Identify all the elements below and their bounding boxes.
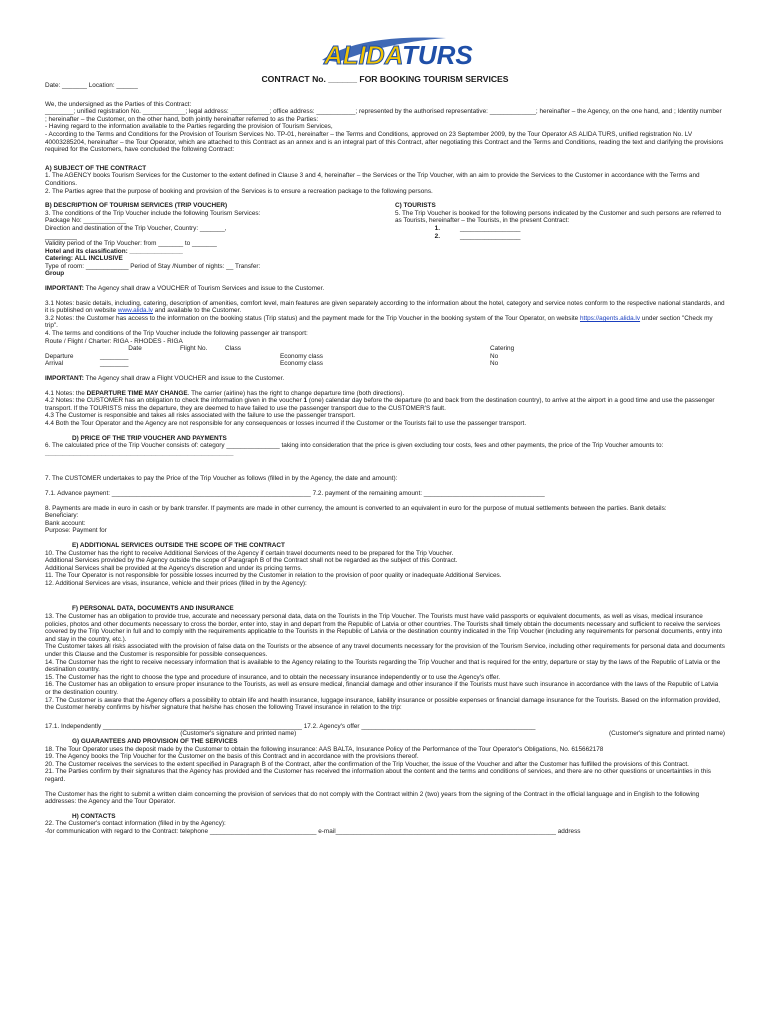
section-g-item: 18. The Tour Operator uses the deposit made by the Customer to obtain the following insurance: AAS BALTA, Insurance Policy of the Performance of the Tour Operator's Obligations, No. 615662178 xyxy=(45,745,604,753)
contract-title: CONTRACT No. ______ FOR BOOKING TOURISM SERVICES xyxy=(261,74,509,84)
important-text: The Agency shall draw a Flight VOUCHER and issue to the Customer. xyxy=(83,375,285,382)
flight-header-cell xyxy=(400,345,490,353)
note-text: 4.2 Notes: the CUSTOMER has an obligation to check the information given in the voucher xyxy=(45,397,304,405)
section-f-item: 14. The Customer has the right to receive necessary information that is available to the Agency relating to the Tourists regarding the Trip Voucher and that is required for the entry, departure or stay by the laws of the Republic of Latvia or the destination country. xyxy=(45,658,721,674)
svg-text:ALIDA: ALIDA xyxy=(324,40,404,70)
contact-line: -for communication with regard to the Contract: telephone ______________________________ e-mail______________________________________________________________ address xyxy=(45,827,581,835)
flight-table xyxy=(45,345,725,368)
package-no: Package No: ____________ xyxy=(45,217,127,225)
flight-cell: ________ xyxy=(100,352,129,360)
tourist-number: 2. xyxy=(434,232,440,240)
section-g-item: 21. The Parties confirm by their signatures that the Agency has provided and the Customer has received the information about the content and the terms and conditions of services, and there are no other questions or uncertainties in this regard. xyxy=(45,768,711,783)
section-e-item: 12. Additional Services are visas, insurance, vehicle and their prices (filled in by the Agency): xyxy=(45,579,307,587)
flight-header-cell: Class xyxy=(225,345,241,353)
flight-header-cell: Date xyxy=(128,345,142,353)
flight-cell xyxy=(400,360,490,368)
agents-website-link[interactable]: https://agents.alida.lv xyxy=(579,314,641,322)
flight-cell: ________ xyxy=(100,360,129,368)
section-e-item: 10. The Customer has the right to receive Additional Services of the Agency if certain travel documents need to be prepared for the Trip Voucher. xyxy=(45,549,454,557)
section-e-item: 11. The Tour Operator is not responsible for possible losses incurred by the Customer in relation to the provision of poor quality or inadequate Additional Services. xyxy=(45,572,502,580)
section-e-heading: E) ADDITIONAL SERVICES OUTSIDE THE SCOPE OF THE CONTRACT xyxy=(72,541,285,549)
intro-text: We, the undersigned as the Parties of this Contract: xyxy=(45,100,192,108)
note-3-1-text: 3.1 Notes: basic details, including, catering, description of amenities, comfort level, main features are given separately according to the information about the hotel, category and service notes conform to the respective national standards, and it is published on website xyxy=(45,299,725,315)
section-f-item: 16. The Customer has an obligation to ensure proper insurance to the Tourists, as well as ensure medical, financial damage and other insurance if the Tourists must have such insurance in accordance with the laws of the Republic of Latvia or the destination country. xyxy=(45,681,719,696)
section-c-heading: C) TOURISTS xyxy=(395,202,436,210)
flight-header-cell: Catering xyxy=(490,345,515,353)
section-c xyxy=(395,202,725,240)
beneficiary-line: Beneficiary: xyxy=(45,512,79,520)
flight-header-cell xyxy=(45,345,100,353)
section-f-item: 15. The Customer has the right to choose the type and procedure of insurance, and to obtain the necessary insurance independently or to use the Agency's offer. xyxy=(45,673,501,681)
flight-cell xyxy=(400,353,490,361)
note-4-3: 4.3 The Customer is responsible and takes all risks associated with the failure to use the passenger transport. xyxy=(45,412,355,420)
section-b-c-columns xyxy=(45,202,725,240)
note-3-2-text: 3.2 Notes: the Customer has access to the information on the booking status (Trip status) and the payment made for the Trip Voucher in the booking system of the Tour Operator, on website xyxy=(45,314,579,322)
section-d-item-8: 8. Payments are made in euro in cash or by bank transfer. If payments are made in other currency, the amount is converted to an equivalent in euro for the purpose of mutual settlements between the parties. Bank details: xyxy=(45,504,667,512)
contract-body xyxy=(45,30,725,836)
section-e-item: Additional Services shall be provided at the Agency's discretion and under its pricing terms. xyxy=(45,564,303,572)
insurance-signature-line: 17.1. Independently ________________________________________________________ 17.2. Agency's offer _________________________________________________ xyxy=(45,722,536,730)
section-b-item-3: 3. The conditions of the Trip Voucher include the following Tourism Services: xyxy=(45,209,261,217)
section-h-heading: H) CONTACTS xyxy=(72,812,116,820)
note-bold: 1 xyxy=(303,397,308,405)
note-3-2-tail: under section "Check my trip". xyxy=(45,314,713,330)
purpose-line: Purpose: Payment for xyxy=(45,527,107,535)
room-line: Type of room: ____________ Period of Stay /Number of nights: __ Transfer: xyxy=(45,262,261,270)
parties-bullet-2: - According to the Terms and Conditions for the Provision of Tourism Services No. TP-01, hereinafter – the Terms and Conditions, approved on 23 September 2009, by the Tour Operator AS ALIDA TURS, unified registration No. LV 40003285204, hereinafter – the Tour Operator, which are attached to this Contract as an annex and is an integral part of this Contract, after negotiating this Contract and the Terms and Conditions, reading the text and clarifying the provisions required for the Customers, have concluded the following Contract: xyxy=(45,130,724,154)
section-f-item: 17. The Customer is aware that the Agency offers a possibility to obtain life and health insurance, luggage insurance, liability insurance or possible expenses or financial damage insurance for the Tourists. Based on the information provided, the Customer hereby confirms by his/her signature that he/she has chosen the following Travel insurance in relation to the trip: xyxy=(45,696,721,712)
parties-bullet-1: - Having regard to the information available to the Parties regarding the provision of Tourism Services, xyxy=(45,123,333,131)
note-bold: DEPARTURE TIME MAY CHANGE xyxy=(86,389,188,397)
section-a-item-2: 2. The Parties agree that the purpose of booking and provision of the Services is to ensure a recreation package to the following persons. xyxy=(45,187,433,195)
flight-cell: No xyxy=(490,352,499,360)
note-4-1 xyxy=(45,390,725,398)
alida-website-link[interactable]: www.alida.lv xyxy=(117,307,154,315)
flight-cell: No xyxy=(490,360,499,368)
flight-header-cell: Flight No. xyxy=(180,345,208,353)
section-f-heading: F) PERSONAL DATA, DOCUMENTS AND INSURANCE xyxy=(72,605,234,613)
section-c-text: 5. The Trip Voucher is booked for the following persons indicated by the Customer and such persons are referred to as Tourists, hereinafter – the Tourists, in the present Contract: xyxy=(395,209,722,225)
parties-text: ________; unified registration No. ____________; legal address: ___________; office address: ___________; represented by the authorised representative: _____________; hereinafter – the Agency, on the one hand, and ; Identity number ; hereinafter – the Customer, on the other hand, both jointly hereinafter referred to as the Parties: xyxy=(45,108,722,123)
important-flight-voucher xyxy=(45,375,725,383)
price-line: _____________________________________________________ xyxy=(45,449,234,457)
direction-blank: _________ xyxy=(45,232,77,240)
flight-cell xyxy=(170,353,280,361)
flight-cell xyxy=(170,360,280,368)
flight-cell: Arrival xyxy=(45,360,64,368)
section-g-heading: G) GUARANTEES AND PROVISION OF THE SERVICES xyxy=(72,737,238,745)
note-text: 4.1 Notes: the xyxy=(45,389,87,397)
section-d-item-6: 6. The calculated price of the Trip Voucher consists of: category _______________ taking into consideration that the price is given excluding tour costs, fees and other payments, the price of the Trip Voucher amounts to: xyxy=(45,442,664,450)
route-line: Route / Flight / Charter: RIGA - RHODES - RIGA xyxy=(45,337,183,345)
note-3-2 xyxy=(45,315,725,330)
section-f-item: 13. The Customer has an obligation to provide true, accurate and necessary personal data, data on the Tourists in the Trip Voucher. The Tourists must have valid passports or equivalent documents, as well as visas, medical insurance policies, photos and other documents necessary to cross the border, enter into, stay in and depart from the Republic of Latvia or other countries. The Tourists shall timely obtain the documents necessary and sufficient to receive the services covered by the Trip Voucher in full and to comply with the requirements applicable to the Tourists in the Republic of Latvia or the destination country indicated in the Trip Voucher (including any requirements for personal documents, entry into and stay in the country, etc.). xyxy=(45,613,723,643)
note-4-2 xyxy=(45,397,725,412)
tourist-row-1 xyxy=(395,225,725,233)
note-text: (one) calendar day before the departure (to and back from the destination country), to arrive at the airport in a good time and use the passenger transport. If the TOURISTS miss the departure, they are deemed to have failed to use the passenger transport due to the CUSTOMER'S fault. xyxy=(45,397,715,412)
important-label: IMPORTANT: xyxy=(45,285,84,293)
claim-text: The Customer has the right to submit a written claim concerning the provision of services that do not comply with the Contract within 2 (two) years from the signing of the Contract in the official language and in English to the following addresses: the Agency and the Tour Operator. xyxy=(45,790,700,806)
catering-line: Catering: ALL INCLUSIVE xyxy=(45,255,123,263)
date-location-line: Date: _______ Location: ______ xyxy=(45,82,138,89)
section-e-item: Additional Services provided by the Agency outside the scope of Paragraph B of the Contract shall not be regarded as the subject of this Contract. xyxy=(45,557,458,565)
signature-label: (Customer's signature and printed name) xyxy=(609,730,725,738)
tourist-row-2 xyxy=(395,233,725,241)
group-line: Group xyxy=(45,270,65,278)
section-b-heading: B) DESCRIPTION OF TOURISM SERVICES (TRIP VOUCHER) xyxy=(45,202,228,210)
tourist-name: _________________ xyxy=(460,232,521,240)
item-4: 4. The terms and conditions of the Trip Voucher include the following passenger air transport: xyxy=(45,330,308,338)
section-g-item: 19. The Agency books the Trip Voucher for the Customer on the basis of this Contract and in accordance with the provisions thereof. xyxy=(45,753,419,761)
section-d-heading: D) PRICE OF THE TRIP VOUCHER AND PAYMENTS xyxy=(72,434,227,442)
section-h-item-22: 22. The Customer's contact information (filled in by the Agency): xyxy=(45,820,226,828)
section-a-heading: A) SUBJECT OF THE CONTRACT xyxy=(45,164,147,172)
hotel-line: Hotel and its classification: _______________ xyxy=(45,247,183,255)
important-label: IMPORTANT: xyxy=(45,375,84,382)
note-3-1 xyxy=(45,300,725,315)
section-a-item-1: 1. The AGENCY books Tourism Services for the Customer to the extent defined in Clause 3 and 4, hereinafter – the Services or the Trip Voucher, with an aim to provide the Services to the Customer in accordance with the Terms and Conditions. xyxy=(45,172,700,187)
section-b xyxy=(45,202,385,240)
flight-cell: Economy class xyxy=(280,352,323,360)
important-text: The Agency shall draw a VOUCHER of Tourism Services and issue to the Customer. xyxy=(83,285,325,293)
validity-line: Validity period of the Trip Voucher: from _______ to _______ xyxy=(45,240,217,248)
tourist-name: _________________ xyxy=(460,224,521,232)
note-3-1-tail: and available to the Customer. xyxy=(154,307,242,315)
svg-text:TURS: TURS xyxy=(402,40,473,70)
bank-account-line: Bank account: xyxy=(45,519,86,527)
flight-cell: Departure xyxy=(45,352,74,360)
signature-labels xyxy=(45,730,725,738)
signature-label: (Customer's signature and printed name) xyxy=(180,730,297,738)
section-d-item-7: 7. The CUSTOMER undertakes to pay the Price of the Trip Voucher as follows (filled in by the Agency, the date and amount): xyxy=(45,475,398,483)
section-f-item: The Customer takes all risks associated with the provision of false data on the Tourists or the absence of any travel documents necessary for the provision of the Tourism Service, including other requirements for personal data and documents under this Clause and the Customer is responsible for possible consequences. xyxy=(45,643,726,659)
direction-line: Direction and destination of the Trip Voucher, Country: _______, xyxy=(45,224,227,232)
important-voucher xyxy=(45,285,725,293)
section-g-item: 20. The Customer receives the services to the extent specified in Paragraph B of the Contract, after the confirmation of the Trip Voucher, the issue of the Voucher and after the Customer has fulfilled the provisions of this Contract. xyxy=(45,760,689,768)
payment-lines: 7.1. Advance payment: ________________________________________________________ 7.2. payment of the remaining amount: __________________________________ xyxy=(45,489,545,497)
note-4-4: 4.4 Both the Tour Operator and the Agency are not responsible for any consequences or losses incurred if the Customer or the Tourists fail to use the passenger transport. xyxy=(45,419,527,427)
flight-cell: Economy class xyxy=(280,360,323,368)
note-text: . The carrier (airline) has the right to change departure time (both directions). xyxy=(187,389,405,397)
tourist-number: 1. xyxy=(434,224,440,232)
